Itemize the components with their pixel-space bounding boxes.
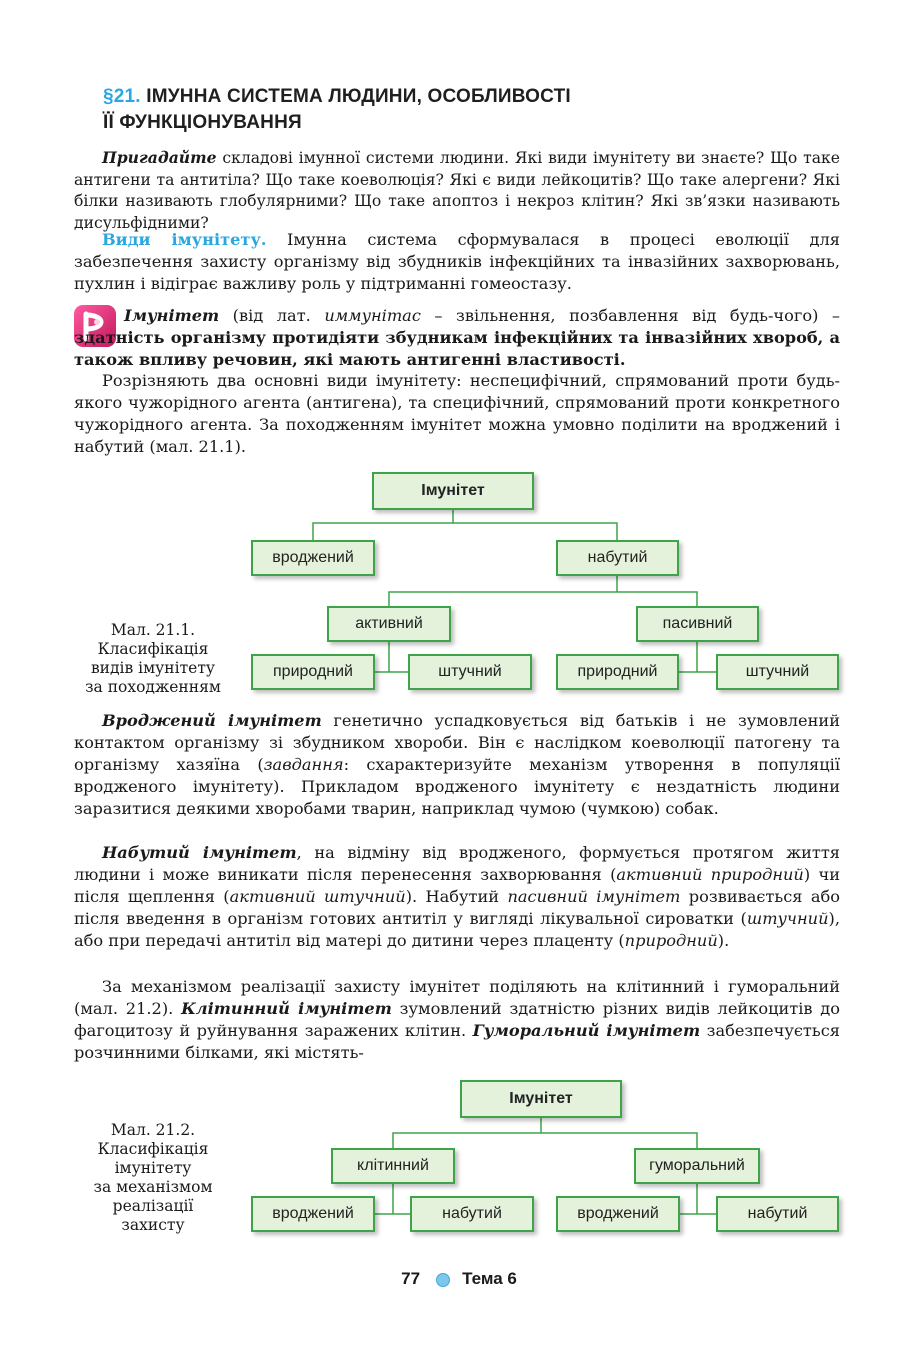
acquired-text-3: ). Набутий <box>405 887 508 906</box>
fig1-caption-line: видів імунітету <box>90 659 216 677</box>
fig1-caption-line: Класифікація <box>97 640 209 658</box>
fig1-artificial-box-1: штучний <box>408 654 532 690</box>
fig2-acquired-box-2: набутий <box>716 1196 839 1232</box>
topic-label: Тема 6 <box>462 1269 517 1288</box>
fig2-innate-box-2: вроджений <box>556 1196 680 1232</box>
innate-paragraph <box>74 710 840 820</box>
acquired-paragraph <box>74 842 840 952</box>
fig2-humoral-box: гуморальний <box>634 1148 760 1184</box>
recall-text: складові імунної системи людини. Які види імунітету ви знаєте? Що таке антигени та антитіла? Що таке коеволюція? Які є види лейкоцитів? Що таке алергени? Які білки називають глобулярними? Що таке апоптоз і некроз клітин? Які зв’язки називають дисульфідними? <box>74 149 840 232</box>
definition-bold: здатність організму протидіяти збудникам інфекційних та інвазійних хвороб, а також впливу речовин, які мають антигенні властивості. <box>74 328 840 369</box>
fig2-cellular-box: клітинний <box>331 1148 455 1184</box>
acquired-italic-1: активний природний <box>616 865 804 884</box>
mechanism-paragraph <box>74 976 840 1064</box>
fig2-caption-line: Мал. 21.2. <box>110 1121 196 1139</box>
recall-lead: Пригадайте <box>102 148 217 167</box>
kinds-paragraph: Розрізняють два основні види імунітету: неспецифічний, спрямований проти будь-якого чужорідного агента (антигена), та специфічний, спрямований проти конкретного чужорідного агента. За походженням імунітет можна умовно поділити на вроджений і набутий (мал. 21.1). <box>74 371 840 456</box>
types-text: Імунна система сформувалася в процесі еволюції для забезпечення захисту організму від збудників інфекційних та інвазійних захворювань, пухлин і відіграє важливу роль у підтриманні гомеостазу. <box>74 230 841 293</box>
acquired-text-1: , на відміну від вродженого, формується протягом життя людини і може виникати після перенесення захворювання ( <box>74 843 840 884</box>
section-number: §21. <box>103 86 141 107</box>
fig1-acquired-box: набутий <box>556 540 679 576</box>
figure-2-caption <box>72 1121 234 1235</box>
fig1-active-box: активний <box>327 606 451 642</box>
acquired-italic-4: штучний <box>746 909 829 928</box>
types-lead: Види імунітету. <box>102 230 267 249</box>
acquired-text-6: ). <box>717 931 730 950</box>
mechanism-text-1: За механізмом реалізації захисту імунітет поділяють на клітинний і гуморальний (мал. 21.2). <box>74 977 840 1018</box>
page-number: 77 <box>401 1269 421 1288</box>
fig2-innate-box-1: вроджений <box>251 1196 375 1232</box>
acquired-text-5: ), або при передачі антитіл від матері до дитини через плаценту ( <box>74 909 840 950</box>
innate-text-2: : схарактеризуйте механізм утворення в популяції вродженого імунітету). Прикладом вродженого імунітету є нездатність людини заразитися деякими хворобами тварин, наприклад чумою (чумкою) собак. <box>74 755 841 818</box>
fig2-root-box: Імунітет <box>460 1080 622 1118</box>
fig2-caption-line: захисту <box>121 1216 185 1234</box>
acquired-italic-3: пасивний імунітет <box>507 887 681 906</box>
definition-origin-word: иммунітас <box>324 306 421 325</box>
cellular-term: Клітинний імунітет <box>181 999 392 1018</box>
definition-origin-b: – звільнення, позбавлення від будь-чого) – <box>420 306 841 325</box>
fig1-caption-line: Мал. 21.1. <box>110 621 196 639</box>
section-title-line-1: ІМУННА СИСТЕМА ЛЮДИНИ, ОСОБЛИВОСТІ <box>146 86 571 107</box>
fig1-artificial-box-2: штучний <box>716 654 839 690</box>
bullet-dot-icon <box>436 1273 450 1287</box>
fig2-acquired-box-1: набутий <box>410 1196 534 1232</box>
acquired-term: Набутий імунітет <box>102 843 297 862</box>
humoral-term: Гуморальний імунітет <box>472 1021 701 1040</box>
fig1-passive-box: пасивний <box>636 606 759 642</box>
definition-term: Імунітет <box>124 306 220 325</box>
fig2-caption-line: за механізмом <box>93 1178 213 1196</box>
innate-term: Вроджений імунітет <box>102 711 322 730</box>
fig2-caption-line: Класифікація <box>97 1140 209 1158</box>
fig1-root-box: Імунітет <box>372 472 534 510</box>
mechanism-text-2: зумовлений здатністю різних видів лейкоцитів до фагоцитозу й руйнування заражених клітин. <box>74 999 841 1040</box>
section-title-line-2: ЇЇ ФУНКЦІОНУВАННЯ <box>103 112 302 133</box>
definition-origin-a: (від лат. <box>219 306 325 325</box>
fig2-caption-line: реалізації <box>112 1197 194 1215</box>
acquired-italic-2: активний штучний <box>229 887 406 906</box>
innate-task: завдання <box>263 755 344 774</box>
acquired-text-4: розвивається або після введення в організм готових антитіл у вигляді лікувальної сироватки ( <box>74 887 840 928</box>
innate-text-1: генетично успадковується від батьків і не зумовлений контактом організму зі збудником хвороби. Він є наслідком коеволюції патогену та організму хазяїна ( <box>74 711 840 774</box>
fig2-caption-line: імунітету <box>114 1159 192 1177</box>
fig1-innate-box: вроджений <box>251 540 375 576</box>
fig1-natural-box-2: природний <box>556 654 679 690</box>
page-footer <box>0 1269 918 1289</box>
figure-1-caption <box>72 621 234 697</box>
acquired-italic-5: природний <box>624 931 718 950</box>
fig1-natural-box-1: природний <box>251 654 375 690</box>
mechanism-text-3: забезпечується розчинними білками, які містять- <box>74 1021 840 1062</box>
fig1-caption-line: за походженням <box>85 678 221 696</box>
acquired-text-2: ) чи після щеплення ( <box>74 865 840 906</box>
